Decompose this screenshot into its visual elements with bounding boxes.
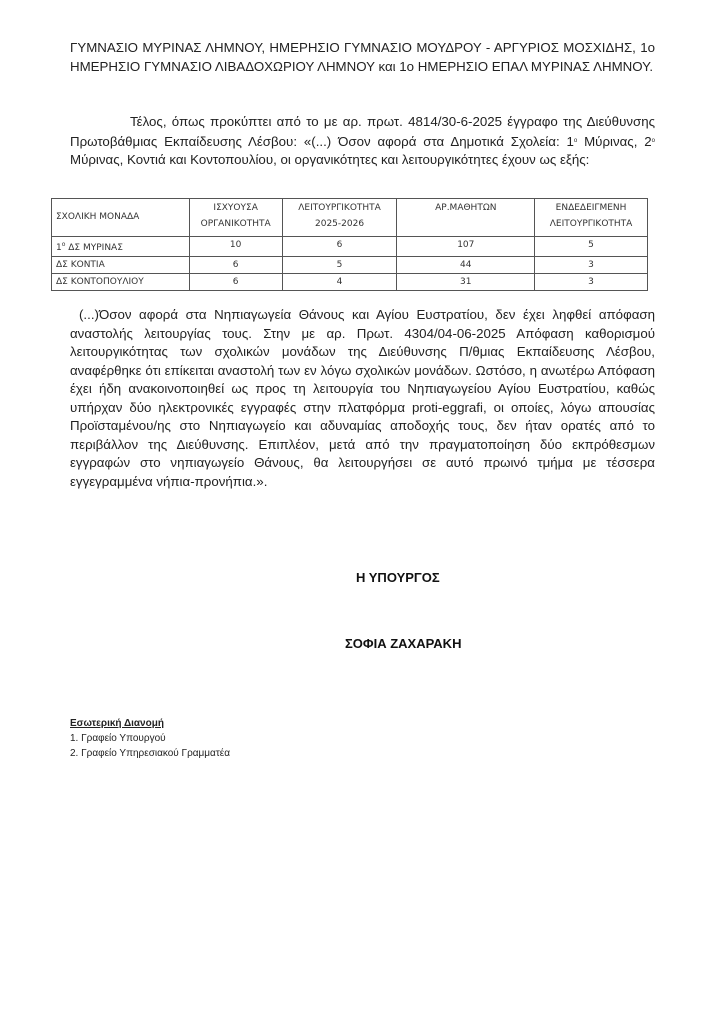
header-line: ΛΕΙΤΟΥΡΓΙΚΟΤΗΤΑ bbox=[298, 203, 381, 213]
cell-leitourgikotita: 4 bbox=[282, 274, 397, 291]
ordinal-superscript: ο bbox=[651, 137, 656, 144]
distribution-title: Εσωτερική Διανομή bbox=[70, 718, 164, 729]
paragraph-2-text-b: Μύρινας, 2 bbox=[577, 133, 652, 149]
paragraph-2-text-c: Μύρινας, Κοντιά και Κοντοπουλίου, οι οργανικότητες και λειτουργικότητες έχουν ως εξής: bbox=[70, 152, 590, 167]
cell-student-count: 44 bbox=[397, 257, 535, 274]
header-student-count: ΑΡ.ΜΑΘΗΤΩΝ bbox=[397, 199, 535, 237]
header-line: ΟΡΓΑΝΙΚΟΤΗΤΑ bbox=[200, 219, 271, 229]
cell-school-unit bbox=[52, 237, 190, 257]
cell-school-unit: ΔΣ ΚΟΝΤΙΑ bbox=[52, 257, 190, 274]
paragraph-school-list: ΓΥΜΝΑΣΙΟ ΜΥΡΙΝΑΣ ΛΗΜΝΟΥ, ΗΜΕΡΗΣΙΟ ΓΥΜΝΑΣΙΟ ΜΟΥΔΡΟΥ - ΑΡΓΥΡΙΟΣ ΜΟΣΧΙΔΗΣ, 1ο ΗΜΕΡΗΣΙΟ ΓΥΜΝΑΣΙΟ ΛΙΒΑΔΟΧΩΡΙΟΥ ΛΗΜΝΟΥ και 1ο ΗΜΕΡΗΣΙΟ ΕΠΑΛ ΜΥΡΙΝΑΣ ΛΗΜΝΟΥ. bbox=[70, 40, 655, 74]
header-school-unit: ΣΧΟΛΙΚΗ ΜΟΝΑΔΑ bbox=[52, 199, 190, 237]
paragraph-kindergartens: (...)Όσον αφορά στα Νηπιαγωγεία Θάνους και Αγίου Ευστρατίου, δεν έχει ληφθεί απόφαση αναστολής λειτουργίας τους. Στην με αρ. Πρωτ. 4304/04-06-2025 Απόφαση καθορισμού λειτουργικότητας των σχολικών μονάδων της Διεύθυνσης Π/θμιας Εκπαίδευσης Λέσβου, αναφέρθηκε ότι επίκειται αναστολή των εν λόγω σχολικών μονάδων. Ωστόσο, η ανωτέρω Απόφαση έχει ήδη ανακοινοποιηθεί ως προς τη λειτουργία του Νηπιαγωγείου Αγίου Ευστρατίου, καθώς υπήρχαν δύο ηλεκτρονικές εγγραφές στην πλατφόρμα proti-eggrafi, οι οποίες, λόγω απουσίας Προϊσταμένου/ης στο Νηπιαγωγείο και αδυναμίας αποδοχής τους, δεν ήταν ορατές από το περιβάλλον της Διεύθυνσης. Επιπλέον, μετά από την πραγματοποίηση δύο εκπρόθεσμων εγγραφών στο νηπιαγωγείο Θάνους, θα λειτουργήσει σε αυτό πρωινό τμήμα με τέσσερα εγγεγραμμένα νήπια-προνήπια.». bbox=[70, 307, 655, 489]
cell-organikotita: 10 bbox=[189, 237, 282, 257]
cell-organikotita: 6 bbox=[189, 257, 282, 274]
cell-student-count: 31 bbox=[397, 274, 535, 291]
distribution-item: 2. Γραφείο Υπηρεσιακού Γραμματέα bbox=[70, 748, 231, 759]
cell-indicated-leitourgikotita: 3 bbox=[535, 257, 648, 274]
table-row bbox=[52, 257, 648, 274]
cell-leitourgikotita: 6 bbox=[282, 237, 397, 257]
distribution-item: 1. Γραφείο Υπουργού bbox=[70, 733, 166, 744]
unit-name: ΔΣ ΜΥΡΙΝΑΣ bbox=[65, 243, 123, 253]
cell-school-unit: ΔΣ ΚΟΝΤΟΠΟΥΛΙΟΥ bbox=[52, 274, 190, 291]
header-line: ΛΕΙΤΟΥΡΓΙΚΟΤΗΤΑ bbox=[549, 219, 633, 229]
table-header-row bbox=[52, 199, 648, 237]
cell-student-count: 107 bbox=[397, 237, 535, 257]
unit-prefix: 1 bbox=[56, 243, 62, 253]
cell-indicated-leitourgikotita: 5 bbox=[535, 237, 648, 257]
header-line: 2025-2026 bbox=[315, 219, 365, 229]
header-line: ΕΝΔΕΔΕΙΓΜΕΝΗ bbox=[555, 203, 627, 213]
schools-table bbox=[51, 198, 648, 291]
ordinal-superscript: ο bbox=[573, 137, 578, 144]
header-indicated-leitourgikotita bbox=[535, 199, 648, 237]
ordinal-superscript: ο bbox=[61, 241, 66, 248]
table-row bbox=[52, 274, 648, 291]
paragraph-directorate-letter bbox=[70, 113, 655, 170]
cell-leitourgikotita: 5 bbox=[282, 257, 397, 274]
header-current-organikotita bbox=[189, 199, 282, 237]
signature-title: Η ΥΠΟΥΡΓΟΣ bbox=[356, 570, 440, 585]
internal-distribution bbox=[70, 716, 230, 761]
signature-name: ΣΟΦΙΑ ΖΑΧΑΡΑΚΗ bbox=[345, 636, 462, 651]
header-line: ΙΣΧΥΟΥΣΑ bbox=[213, 203, 258, 213]
table-row bbox=[52, 237, 648, 257]
cell-organikotita: 6 bbox=[189, 274, 282, 291]
paragraph-2-text-a: Τέλος, όπως προκύπτει από το με αρ. πρωτ. 4814/30-6-2025 έγγραφο της Διεύθυνσης Πρωτοβάθμιας Εκπαίδευσης Λέσβου: «(...) Όσον αφορά στα Δημοτικά Σχολεία: 1 bbox=[70, 114, 655, 149]
cell-indicated-leitourgikotita: 3 bbox=[535, 274, 648, 291]
header-leitourgikotita-2025-2026 bbox=[282, 199, 397, 237]
